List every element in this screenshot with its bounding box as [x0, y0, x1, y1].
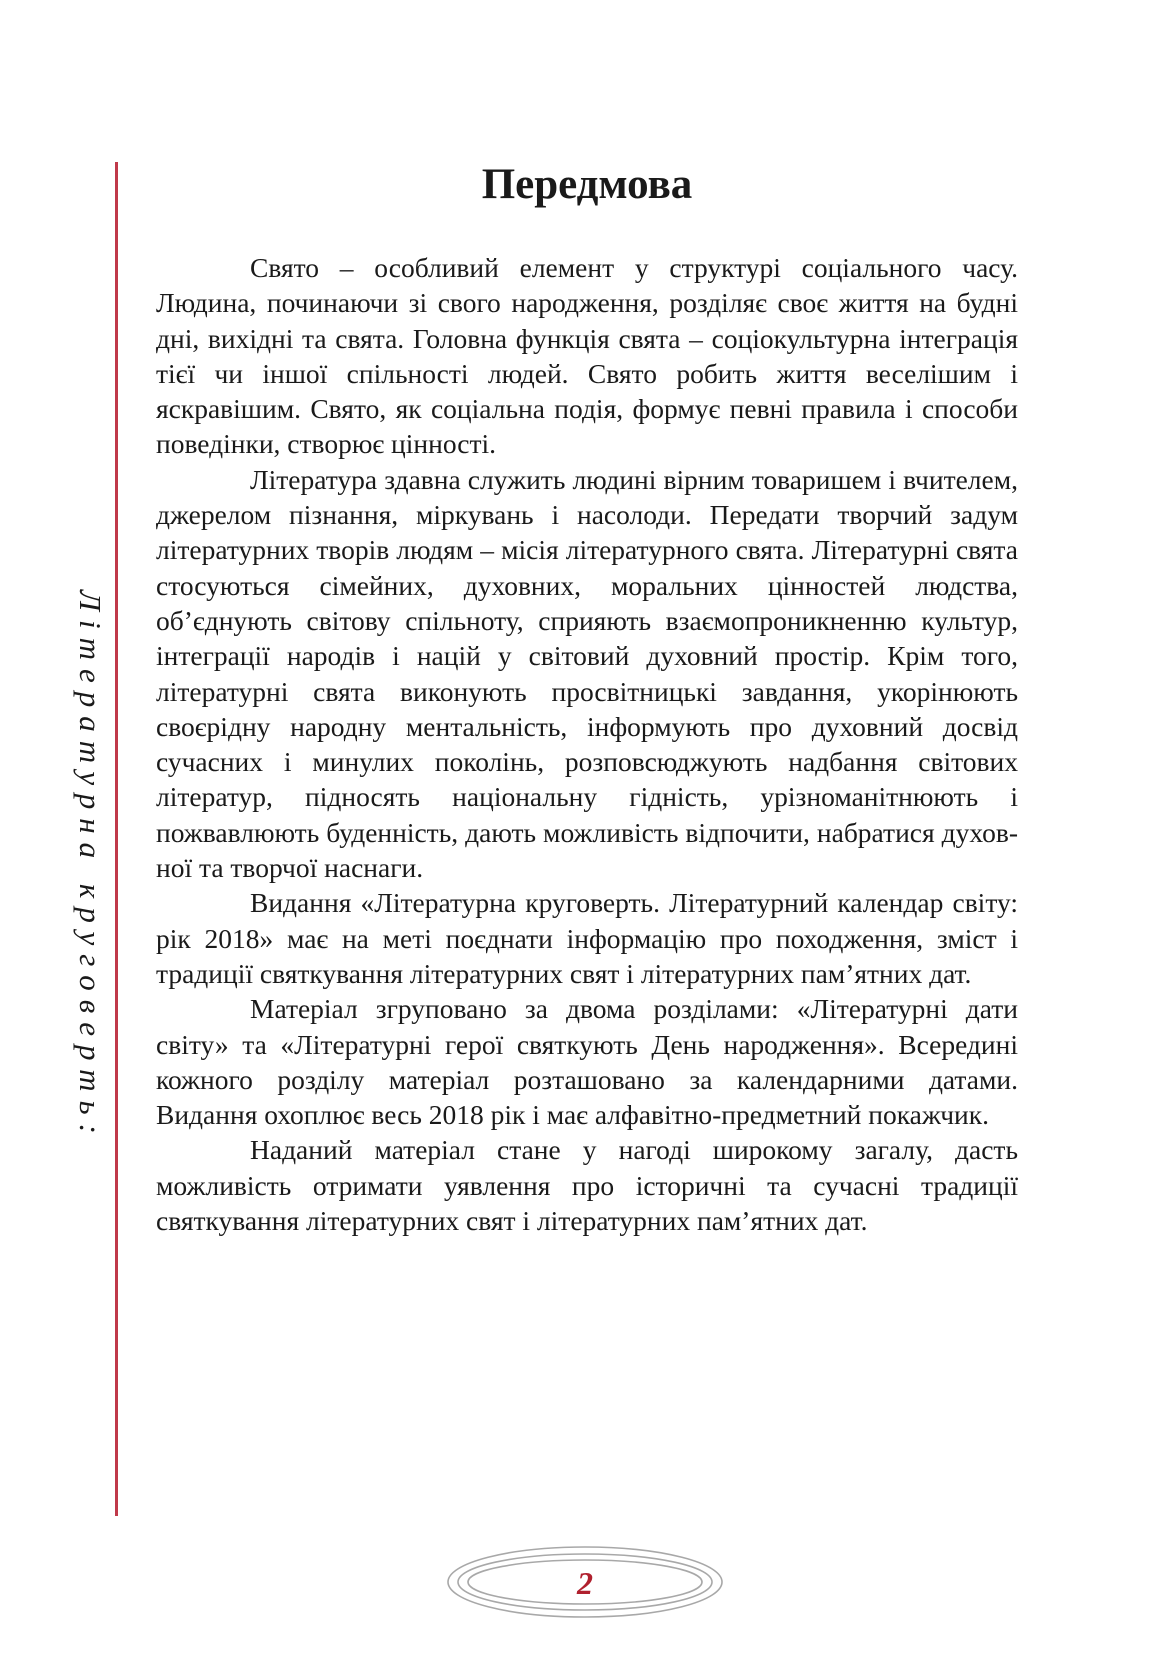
margin-rule — [115, 162, 118, 1516]
page-title: Передмова — [481, 161, 693, 208]
page-number: 2 — [577, 1565, 593, 1601]
running-title: Літературна круговерть: — [73, 590, 108, 1143]
preface-body — [156, 250, 1018, 1238]
paragraph: Наданий матеріал стане у нагоді широкому загалу, дасть можливість отримати уявлення про історичні та сучасні традиції святкування літературних свят і літературних пам’ятних дат. — [156, 1134, 1018, 1237]
paragraph: Матеріал згруповано за двома розділами: «Літературні дати світу» та «Літературні герої святкують День народження». Всередині кожного розділу матеріал розташовано за календарними датами. Видання охоплює весь 2018 рік і має алфавітно-предметний покажчик. — [156, 993, 1018, 1131]
paragraph: Видання «Літературна круговерть. Літературний календар світу: рік 2018» має на меті поєднати інформацію про походження, зміст і традиції святкування літературних свят і літературних пам’ятних дат. — [156, 887, 1018, 989]
paragraph: Література здавна служить людині вірним товаришем і вчителем, джерелом пізнання, міркувань і насолоди. Передати творчий задум літературних творів людям – місія літературного свята. Літературні свята стосуються сімейних, духовних, моральних цінностей людства, об’єднують світову спільноту, сприяють взаємопроникненню культур, інтеграції народів і націй у світовий духовний простір. Крім того, літературні свята виконують просвітницькі завдання, укорінюють своєрідну народну ментальність, інформують про духовний досвід сучасних і минулих поколінь, розповсюджують надбання світових літератур, підносять національну гідність, урізноманітнюють і пожвавлюють буденність, дають можливість відпочити, набратися духовної та творчої наснаги. — [156, 463, 1018, 884]
paragraph: Свято – особливий елемент у структурі соціального часу. Людина, починаючи зі свого народження, розділяє своє життя на будні дні, вихідні та свята. Головна функція свята – соціокультурна інтеграція тієї чи іншої спільності людей. Свято робить життя веселішим і яскравішим. Свято, як соціальна подія, формує певні правила і способи поведінки, створює цінності. — [156, 252, 1018, 460]
